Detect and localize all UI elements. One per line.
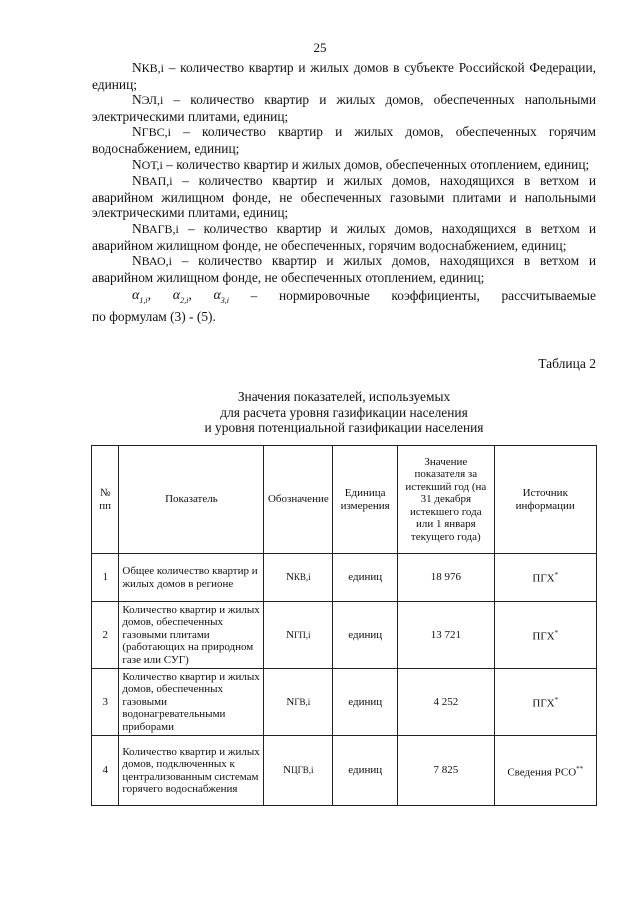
header-value: Значение показателя за истекший год (на 31 декабря истекшего года или 1 января текущего года): [398, 446, 494, 554]
alpha-coefficients-line: $\alpha_{1,i}$, $\alpha_{2,i}$, $\alpha_{3,i}$ – нормировочные коэффициенты, рассчитываемые: [92, 288, 596, 308]
alpha-continuation: по формулам (3) - (5).: [92, 308, 216, 324]
alpha-2: $\alpha_{2,i}$,: [172, 288, 192, 306]
definitions-block: [92, 60, 596, 324]
header-unit: Единица измерения: [333, 446, 398, 554]
table-header-row: [92, 446, 597, 554]
table-row: 1 Общее количество квартир и жилых домов в регионе NКВ,i единиц 18 976 ПГХ*: [92, 554, 597, 602]
header-indicator: Показатель: [119, 446, 264, 554]
definition-nvao: NВАО,i – количество квартир и жилых домов, находящихся в ветхом и аварийном жилищном фонде, не обеспеченных отоплением, единиц;: [92, 253, 596, 285]
alpha-3: $\alpha_{3,i}$: [213, 288, 230, 306]
table-row: 4 Количество квартир и жилых домов, подключенных к централизованным системам горячего водоснабжения NЦГВ,i единиц 7 825 Сведения РСО**: [92, 736, 597, 806]
definition-nvagv: NВАГВ,i – количество квартир и жилых домов, находящихся в ветхом и аварийном жилищном фонде, не обеспеченных, горячим водоснабжением, единиц;: [92, 220, 596, 253]
header-num: № пп: [92, 446, 119, 554]
header-source: Источник информации: [494, 446, 597, 554]
definition-ngvs: NГВС,i – количество квартир и жилых домов, обеспеченных горячим водоснабжением, единиц;: [92, 124, 596, 156]
definition-nkv: NКВ,i – количество квартир и жилых домов в субъекте Российской Федерации, единиц;: [92, 60, 596, 92]
alpha-1: $\alpha_{1,i}$,: [132, 288, 152, 306]
table-title: Значения показателей, используемых для расчета уровня газификации населения и уровня потенциальной газификации населения: [204, 389, 484, 435]
definition-nel: NЭЛ,i – количество квартир и жилых домов, обеспеченных напольными электрическими плитами, единиц;: [92, 92, 596, 124]
indicators-table: [91, 445, 597, 806]
table-row: 2 Количество квартир и жилых домов, обеспеченных газовыми плитами (работающих на природном газе или СУГ) NГП,i единиц 13 721 ПГХ*: [92, 602, 597, 669]
table-row: 3 Количество квартир и жилых домов, обеспеченных газовыми водонагревательными приборами NГВ,i единиц 4 252 ПГХ*: [92, 669, 597, 736]
definition-nvap: NВАП,i – количество квартир и жилых домов, находящихся в ветхом и аварийном жилищном фонде, не обеспеченных газовыми плитами и напольными электрическими плитами, единиц;: [92, 173, 596, 221]
definition-not: NОТ,i – количество квартир и жилых домов, обеспеченных отоплением, единиц;: [132, 156, 590, 172]
page-number: 25: [313, 40, 327, 55]
table-caption: Таблица 2: [538, 356, 596, 371]
header-designation: Обозначение: [264, 446, 333, 554]
